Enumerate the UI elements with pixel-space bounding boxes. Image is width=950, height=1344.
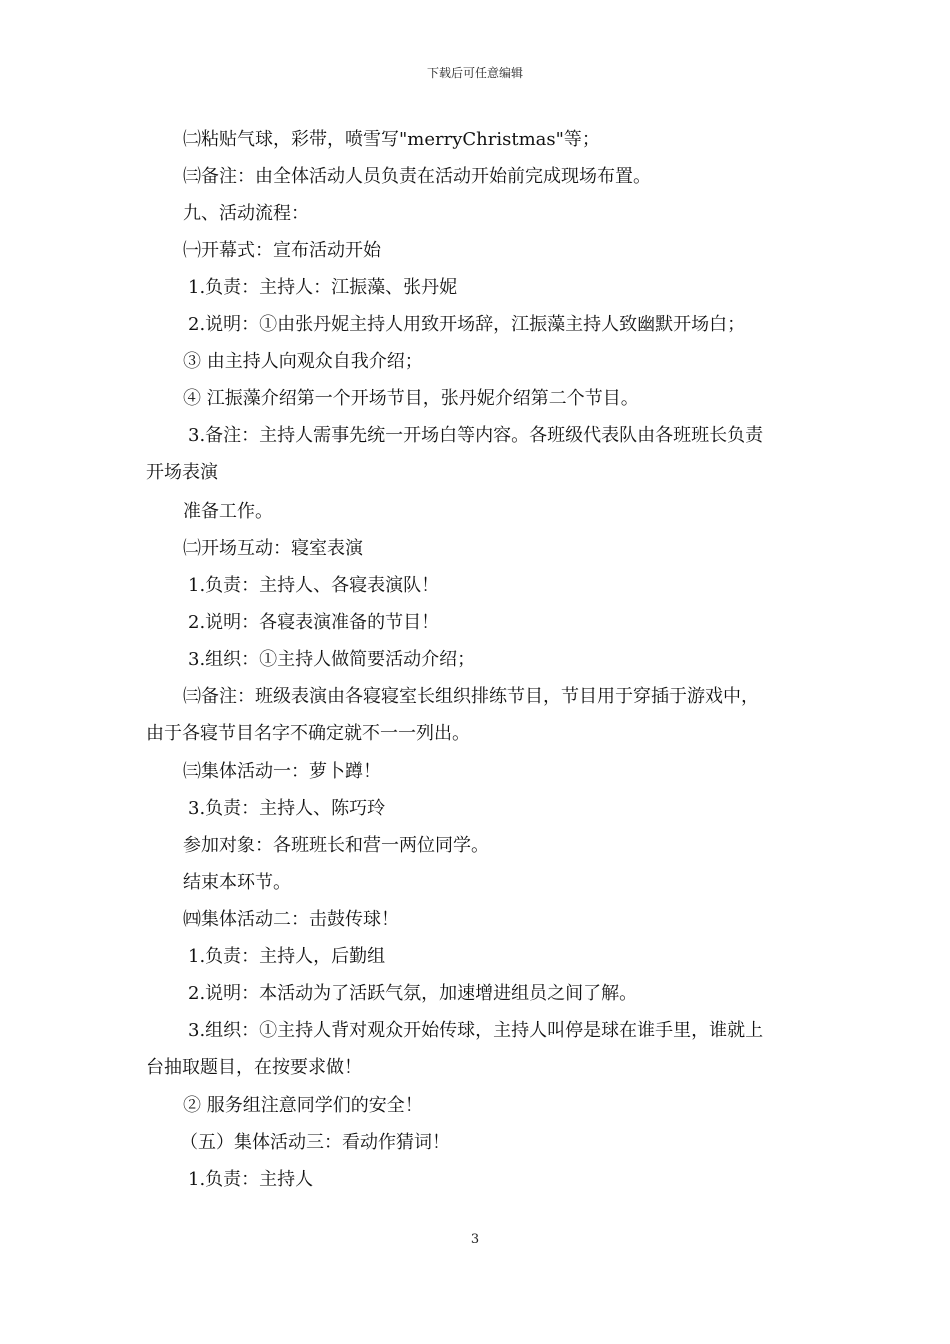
text-line: 3.组织：①主持人做简要活动介绍； [188, 649, 476, 670]
text-line: ㈢集体活动一：萝卜蹲！ [183, 761, 381, 782]
text-line: 参加对象：各班班长和营一两位同学。 [183, 835, 489, 856]
text-line: ㈢备注：班级表演由各寝寝室长组织排练节目，节目用于穿插于游戏中， [183, 686, 759, 707]
text-line: 结束本环节。 [183, 872, 291, 893]
text-line: ㈡开场互动：寝室表演 [183, 538, 363, 559]
text-line: 准备工作。 [183, 501, 273, 522]
text-line: ④ 江振藻介绍第一个开场节目，张丹妮介绍第二个节目。 [183, 388, 639, 409]
text-line: ㈡粘贴气球，彩带，喷雪写"merryChristmas"等； [183, 129, 600, 150]
text-line: ㈠开幕式：宣布活动开始 [183, 240, 381, 261]
text-line: 1.负责：主持人 [188, 1169, 314, 1190]
text-line: 3.备注：主持人需事先统一开场白等内容。各班级代表队由各班班长负责 [188, 425, 764, 446]
text-line: 3.负责：主持人、陈巧玲 [188, 798, 386, 819]
text-line: 九、活动流程： [183, 203, 309, 224]
text-line: 由于各寝节目名字不确定就不一一列出。 [146, 723, 470, 744]
text-line: ㈢备注：由全体活动人员负责在活动开始前完成现场布置。 [183, 166, 651, 187]
text-line: 2.说明：各寝表演准备的节目！ [188, 612, 440, 633]
text-line: 2.说明：本活动为了活跃气氛，加速增进组员之间了解。 [188, 983, 638, 1004]
text-line: 台抽取题目，在按要求做！ [146, 1057, 362, 1078]
text-line: （五）集体活动三：看动作猜词！ [180, 1132, 450, 1153]
text-line: 3.组织：①主持人背对观众开始传球，主持人叫停是球在谁手里，谁就上 [188, 1020, 764, 1041]
page-header: 下载后可任意编辑 [426, 66, 523, 80]
text-line: 开场表演 [146, 462, 218, 483]
text-line: 2.说明：①由张丹妮主持人用致开场辞，江振藻主持人致幽默开场白； [188, 314, 746, 335]
text-line: ㈣集体活动二：击鼓传球！ [183, 909, 399, 930]
page-number: 3 [470, 1232, 480, 1247]
text-line: ② 服务组注意同学们的安全！ [183, 1095, 423, 1116]
text-line: ③ 由主持人向观众自我介绍； [183, 351, 423, 372]
text-line: 1.负责：主持人，后勤组 [188, 946, 386, 967]
text-line: 1.负责：主持人、各寝表演队！ [188, 575, 440, 596]
text-line: 1.负责：主持人：江振藻、张丹妮 [188, 277, 458, 298]
